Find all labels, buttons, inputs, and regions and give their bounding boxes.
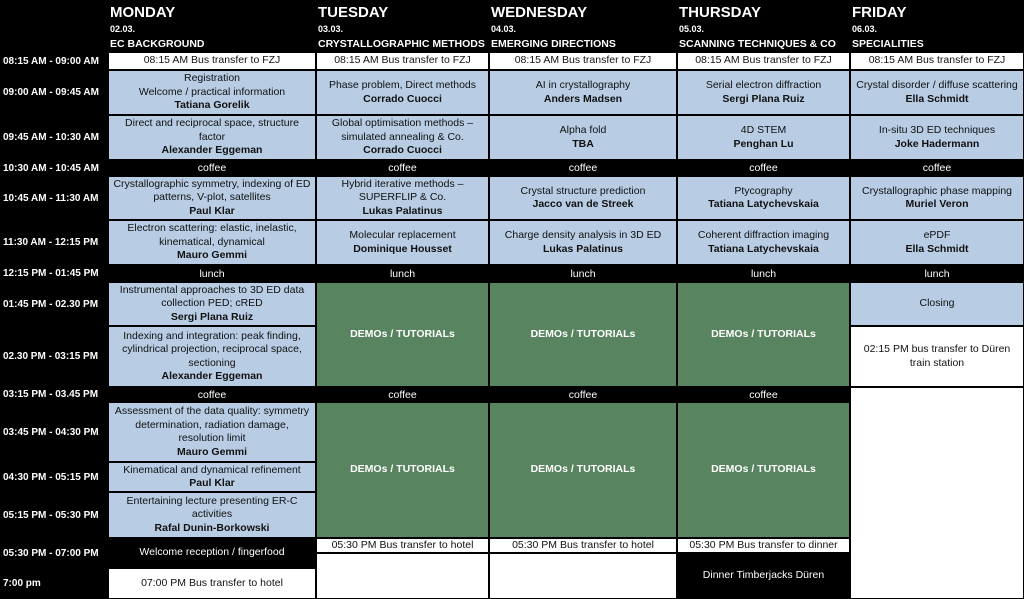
dinner-text: Dinner Timberjacks Düren bbox=[702, 569, 825, 582]
demos-tutorials-block bbox=[677, 282, 850, 387]
closing-text: Closing bbox=[919, 297, 955, 310]
session-title: Crystal structure prediction bbox=[520, 184, 646, 197]
time-label: 10:45 AM - 11:30 AM bbox=[0, 176, 108, 220]
day-theme: EMERGING DIRECTIONS bbox=[491, 38, 616, 50]
reception-text: Welcome reception / fingerfood bbox=[139, 546, 285, 559]
coffee-break: coffee bbox=[489, 160, 677, 176]
session-monday-3 bbox=[108, 176, 316, 220]
speaker-name: Mauro Gemmi bbox=[176, 249, 247, 262]
demos-tutorials-block bbox=[316, 402, 489, 538]
session-title: AI in crystallography bbox=[535, 79, 631, 91]
time-label: 03:45 PM - 04:30 PM bbox=[0, 402, 108, 462]
session-tuesday-1 bbox=[316, 70, 489, 115]
coffee-break: coffee bbox=[108, 387, 316, 402]
bus-text: 08:15 AM Bus transfer to FZJ bbox=[334, 54, 471, 67]
session-title: Electron scattering: elastic, inelastic, kinematical, dynamical bbox=[127, 222, 297, 248]
monday-bus-hotel bbox=[108, 568, 316, 599]
coffee-break: coffee bbox=[316, 160, 489, 176]
speaker-name: Ella Schmidt bbox=[905, 242, 969, 255]
coffee-break: coffee bbox=[850, 160, 1024, 176]
session-title: Global optimisation methods – simulated annealing & Co. bbox=[331, 117, 474, 143]
day-date: 03.03. bbox=[318, 24, 344, 34]
speaker-name: TBA bbox=[572, 137, 594, 150]
coffee-break: coffee bbox=[489, 387, 677, 402]
speaker-name: Lukas Palatinus bbox=[543, 242, 623, 255]
session-friday-3 bbox=[850, 176, 1024, 220]
lunch-break: lunch bbox=[316, 265, 489, 282]
speaker-name: Tatiana Gorelik bbox=[174, 99, 250, 112]
session-friday-4 bbox=[850, 220, 1024, 265]
day-theme: CRYSTALLOGRAPHIC METHODS bbox=[318, 38, 485, 50]
day-name: WEDNESDAY bbox=[491, 4, 588, 21]
day-date: 06.03. bbox=[852, 24, 878, 34]
bus-text: 08:15 AM Bus transfer to FZJ bbox=[695, 54, 832, 67]
bus-transfer-cell bbox=[489, 52, 677, 70]
demos-text: DEMOs / TUTORIALs bbox=[711, 327, 816, 340]
session-title: Entertaining lecture presenting ER-C activities bbox=[126, 494, 298, 521]
time-label: 09:00 AM - 09:45 AM bbox=[0, 70, 108, 115]
thursday-bus-dinner bbox=[677, 538, 850, 553]
day-date: 05.03. bbox=[679, 24, 705, 34]
lunch-break: lunch bbox=[677, 265, 850, 282]
bus-text: 08:15 AM Bus transfer to FZJ bbox=[514, 54, 652, 67]
time-label: 09:45 AM - 10:30 AM bbox=[0, 115, 108, 160]
demos-tutorials-block bbox=[316, 282, 489, 387]
time-label: 12:15 PM - 01:45 PM bbox=[0, 265, 108, 282]
session-monday-6 bbox=[108, 326, 316, 387]
session-title: Crystal disorder / diffuse scattering bbox=[856, 79, 1018, 91]
speaker-name: Corrado Cuocci bbox=[363, 144, 442, 157]
session-thursday-4 bbox=[677, 220, 850, 265]
bus-text: 05:30 PM Bus transfer to hotel bbox=[512, 538, 654, 551]
time-label: 05:30 PM - 07:00 PM bbox=[0, 538, 108, 568]
speaker-name: Ella Schmidt bbox=[905, 92, 969, 105]
time-label: 08:15 AM - 09:00 AM bbox=[0, 52, 108, 70]
session-monday-7 bbox=[108, 402, 316, 462]
speaker-name: Alexander Eggeman bbox=[161, 144, 263, 157]
session-title: Serial electron diffraction bbox=[705, 79, 822, 91]
session-monday-9 bbox=[108, 492, 316, 538]
session-title: Assessment of the data quality: symmetry determination, radiation damage, resolution limit bbox=[114, 405, 310, 444]
day-name: THURSDAY bbox=[679, 4, 761, 21]
bus-text: 07:00 PM Bus transfer to hotel bbox=[141, 576, 283, 589]
demos-text: DEMOs / TUTORIALs bbox=[350, 327, 455, 340]
day-date: 02.03. bbox=[110, 24, 136, 34]
session-title: Molecular replacement bbox=[349, 229, 456, 241]
speaker-name: Penghan Lu bbox=[733, 137, 794, 150]
coffee-break: coffee bbox=[108, 160, 316, 176]
day-name: FRIDAY bbox=[852, 4, 907, 21]
coffee-break: coffee bbox=[677, 160, 850, 176]
session-monday-1 bbox=[108, 70, 316, 115]
empty-cell bbox=[316, 553, 489, 599]
session-wednesday-4 bbox=[489, 220, 677, 265]
speaker-name: Dominique Housset bbox=[353, 242, 452, 255]
demos-text: DEMOs / TUTORIALs bbox=[530, 327, 636, 340]
time-label: 02.30 PM - 03:15 PM bbox=[0, 326, 108, 387]
empty-cell bbox=[489, 553, 677, 599]
session-tuesday-4 bbox=[316, 220, 489, 265]
session-title: Charge density analysis in 3D ED bbox=[504, 229, 662, 241]
dinner-event bbox=[677, 553, 850, 599]
bus-transfer-cell bbox=[316, 52, 489, 70]
time-label: 11:30 AM - 12:15 PM bbox=[0, 220, 108, 265]
session-title: Registration bbox=[183, 72, 241, 85]
day-name: TUESDAY bbox=[318, 4, 389, 21]
session-monday-2 bbox=[108, 115, 316, 160]
session-subtitle: Welcome / practical information bbox=[138, 85, 286, 98]
speaker-name: Anders Madsen bbox=[543, 92, 623, 105]
bus-text: 05:30 PM Bus transfer to dinner bbox=[689, 538, 838, 551]
tuesday-bus-hotel bbox=[316, 538, 489, 553]
time-label: 7:00 pm bbox=[0, 568, 108, 599]
demos-tutorials-block bbox=[489, 282, 677, 387]
time-label: 10:30 AM - 10:45 AM bbox=[0, 160, 108, 176]
wednesday-bus-hotel bbox=[489, 538, 677, 553]
day-theme: EC BACKGROUND bbox=[110, 38, 205, 50]
session-friday-1 bbox=[850, 70, 1024, 115]
session-title: Indexing and integration: peak finding, cylindrical projection, reciprocal space, sectioning bbox=[122, 329, 302, 369]
session-wednesday-1 bbox=[489, 70, 677, 115]
session-title: Alpha fold bbox=[559, 124, 607, 136]
speaker-name: Tatiana Latychevskaia bbox=[708, 242, 819, 255]
session-title: 4D STEM bbox=[740, 124, 787, 136]
speaker-name: Sergi Plana Ruiz bbox=[170, 310, 254, 323]
speaker-name: Jacco van de Streek bbox=[532, 198, 634, 210]
demos-text: DEMOs / TUTORIALs bbox=[350, 463, 455, 476]
lunch-break: lunch bbox=[489, 265, 677, 282]
speaker-name: Paul Klar bbox=[189, 477, 235, 489]
session-title: Hybrid iterative methods – SUPERFLIP & Co. bbox=[341, 177, 464, 204]
session-tuesday-2 bbox=[316, 115, 489, 160]
day-theme: SCANNING TECHNIQUES & CO bbox=[679, 38, 836, 50]
demos-text: DEMOs / TUTORIALs bbox=[530, 463, 636, 476]
session-title: In-situ 3D ED techniques bbox=[878, 124, 996, 136]
session-title: Ptycography bbox=[734, 184, 793, 197]
time-label: 05:15 PM - 05:30 PM bbox=[0, 492, 108, 538]
lunch-break: lunch bbox=[850, 265, 1024, 282]
session-title: ePDF bbox=[923, 229, 951, 241]
session-title: Phase problem, Direct methods bbox=[328, 79, 477, 91]
speaker-name: Joke Hadermann bbox=[894, 137, 980, 150]
speaker-name: Lukas Palatinus bbox=[362, 204, 443, 217]
friday-bus-station bbox=[850, 326, 1024, 387]
speaker-name: Rafal Dunin-Borkowski bbox=[154, 521, 270, 534]
coffee-break: coffee bbox=[677, 387, 850, 402]
time-label: 03:15 PM - 03.45 PM bbox=[0, 387, 108, 402]
session-title: Crystallographic symmetry, indexing of ED patterns, V-plot, satellites bbox=[113, 177, 311, 204]
demos-tutorials-block bbox=[489, 402, 677, 538]
session-friday-2 bbox=[850, 115, 1024, 160]
lunch-break: lunch bbox=[108, 265, 316, 282]
session-wednesday-3 bbox=[489, 176, 677, 220]
speaker-name: Mauro Gemmi bbox=[176, 445, 247, 458]
speaker-name: Sergi Plana Ruiz bbox=[722, 92, 805, 105]
speaker-name: Tatiana Latychevskaia bbox=[708, 198, 819, 210]
day-name: MONDAY bbox=[110, 4, 176, 21]
session-thursday-2 bbox=[677, 115, 850, 160]
bus-transfer-cell bbox=[850, 52, 1024, 70]
speaker-name: Paul Klar bbox=[189, 204, 235, 217]
bus-text: 05:30 PM Bus transfer to hotel bbox=[331, 538, 474, 551]
demos-text: DEMOs / TUTORIALs bbox=[711, 463, 816, 476]
session-monday-4 bbox=[108, 220, 316, 265]
session-title: Crystallographic phase mapping bbox=[862, 184, 1012, 197]
session-title: Instrumental approaches to 3D ED data collection PED; cRED bbox=[119, 283, 305, 310]
time-label: 01:45 PM - 02.30 PM bbox=[0, 282, 108, 326]
bus-transfer-cell bbox=[108, 52, 316, 70]
session-tuesday-3 bbox=[316, 176, 489, 220]
day-date: 04.03. bbox=[491, 24, 517, 34]
session-wednesday-2 bbox=[489, 115, 677, 160]
speaker-name: Alexander Eggeman bbox=[161, 370, 263, 382]
day-theme: SPECIALITIES bbox=[852, 38, 924, 50]
closing-session bbox=[850, 282, 1024, 326]
session-thursday-3 bbox=[677, 176, 850, 220]
session-monday-5 bbox=[108, 282, 316, 326]
coffee-break: coffee bbox=[316, 387, 489, 402]
session-title: Coherent diffraction imaging bbox=[697, 229, 830, 241]
bus-transfer-cell bbox=[677, 52, 850, 70]
bus-text: 02:15 PM bus transfer to Düren train station bbox=[863, 343, 1011, 369]
session-monday-8 bbox=[108, 462, 316, 492]
speaker-name: Muriel Veron bbox=[905, 198, 969, 210]
session-title: Kinematical and dynamical refinement bbox=[123, 463, 301, 476]
bus-text: 08:15 AM Bus transfer to FZJ bbox=[868, 54, 1006, 67]
welcome-reception bbox=[108, 538, 316, 568]
bus-text: 08:15 AM Bus transfer to FZJ bbox=[143, 54, 281, 67]
session-title: Direct and reciprocal space, structure factor bbox=[125, 117, 299, 143]
session-thursday-1 bbox=[677, 70, 850, 115]
speaker-name: Corrado Cuocci bbox=[363, 92, 442, 105]
empty-cell bbox=[850, 387, 1024, 599]
demos-tutorials-block bbox=[677, 402, 850, 538]
time-label: 04:30 PM - 05:15 PM bbox=[0, 462, 108, 492]
